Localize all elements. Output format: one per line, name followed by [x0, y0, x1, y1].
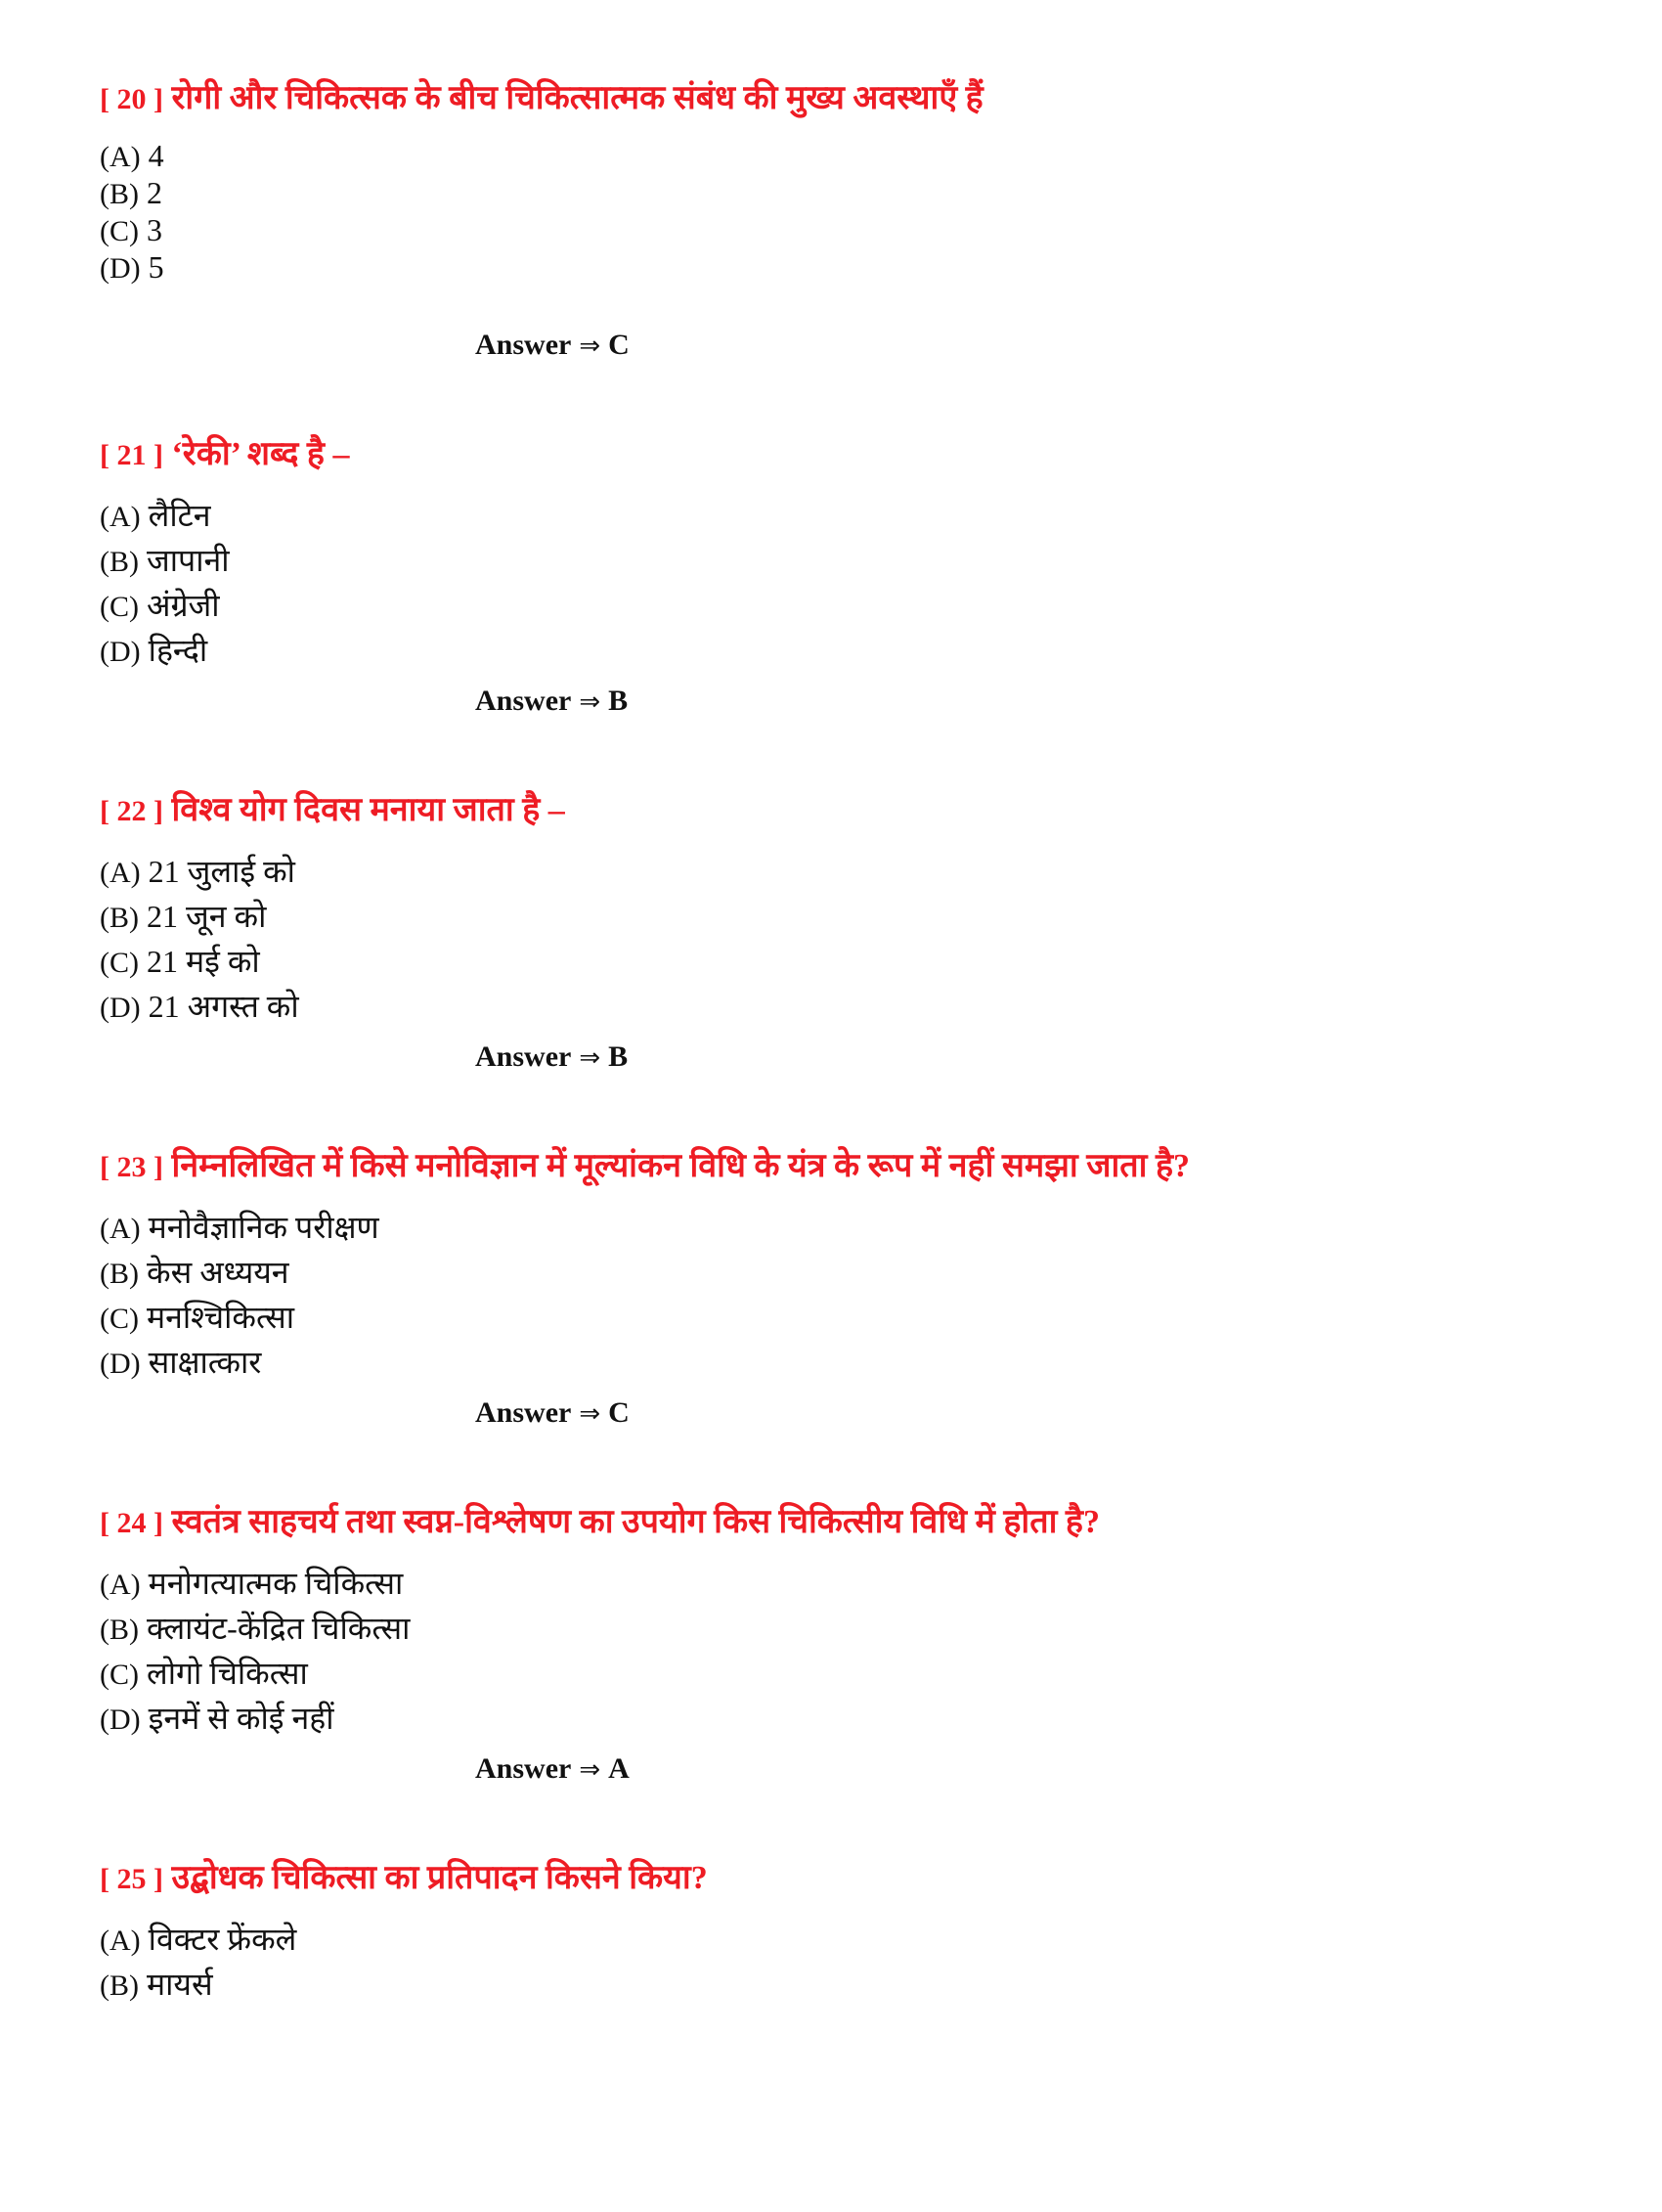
option-text: 2 — [147, 175, 162, 210]
option-text: मनोवैज्ञानिक परीक्षण — [148, 1210, 379, 1245]
option-d — [100, 249, 1566, 287]
option-letter: (B) — [100, 1969, 139, 2002]
option-letter: (D) — [100, 1703, 141, 1736]
option-d — [100, 985, 1566, 1030]
answer-line — [475, 685, 628, 718]
option-c — [100, 1652, 1566, 1697]
question-20 — [100, 76, 1566, 432]
question-number: [ 24 ] — [100, 1507, 163, 1539]
options-list — [100, 1918, 1566, 2008]
arrow-icon: ⇒ — [579, 687, 601, 717]
answer-line — [475, 329, 630, 362]
option-a — [100, 1206, 1566, 1251]
question-number: [ 21 ] — [100, 439, 163, 471]
arrow-icon: ⇒ — [579, 1043, 601, 1073]
answer-line — [475, 1040, 628, 1074]
answer-label: Answer — [475, 1040, 572, 1073]
option-d — [100, 1341, 1566, 1386]
option-letter: (A) — [100, 141, 141, 173]
answer-value: C — [608, 1396, 630, 1429]
question-title — [100, 1500, 1566, 1546]
answer-label: Answer — [475, 1396, 572, 1429]
answer-label: Answer — [475, 1752, 572, 1785]
option-text: मनोगत्यात्मक चिकित्सा — [148, 1566, 404, 1601]
question-text: निम्नलिखित में किसे मनोविज्ञान में मूल्यांकन विधि के यंत्र के रूप में नहीं समझा जाता है? — [171, 1148, 1191, 1184]
question-text: ‘रेकी’ शब्द है – — [171, 436, 350, 472]
answer-label: Answer — [475, 329, 572, 361]
question-page — [100, 76, 1566, 2212]
question-23 — [100, 1144, 1566, 1500]
option-letter: (A) — [100, 857, 141, 889]
question-text: उद्बोधक चिकित्सा का प्रतिपादन किसने किया? — [171, 1860, 708, 1896]
question-22 — [100, 788, 1566, 1144]
option-c — [100, 1296, 1566, 1341]
option-letter: (D) — [100, 992, 141, 1024]
option-text: इनमें से कोई नहीं — [148, 1701, 334, 1736]
options-list — [100, 138, 1566, 287]
option-text: क्लायंट-केंद्रित चिकित्सा — [147, 1611, 411, 1646]
option-b — [100, 1963, 1566, 2008]
options-list — [100, 850, 1566, 1030]
options-list — [100, 1562, 1566, 1742]
option-c — [100, 212, 1566, 249]
question-number: [ 22 ] — [100, 795, 163, 827]
option-text: हिन्दी — [148, 633, 208, 668]
answer-value: B — [608, 1040, 629, 1073]
option-text: 4 — [148, 138, 164, 173]
option-c — [100, 584, 1566, 629]
option-b — [100, 539, 1566, 584]
answer-value: A — [608, 1752, 630, 1785]
option-letter: (B) — [100, 1614, 139, 1646]
option-letter: (D) — [100, 636, 141, 668]
option-letter: (A) — [100, 1569, 141, 1601]
option-text: मायर्स — [147, 1967, 213, 2002]
option-letter: (C) — [100, 1659, 139, 1691]
option-letter: (C) — [100, 1303, 139, 1335]
option-text: 21 अगस्त को — [148, 989, 299, 1024]
question-number: [ 23 ] — [100, 1151, 163, 1183]
option-a — [100, 1918, 1566, 1963]
option-a — [100, 850, 1566, 895]
option-text: अंग्रेजी — [147, 588, 220, 623]
option-letter: (A) — [100, 1213, 141, 1245]
option-a — [100, 494, 1566, 539]
answer-label: Answer — [475, 685, 572, 717]
option-text: 21 जून को — [147, 899, 267, 934]
option-letter: (D) — [100, 1348, 141, 1380]
options-list — [100, 494, 1566, 674]
question-title — [100, 1856, 1566, 1902]
option-text: विक्टर फ्रेंकले — [148, 1922, 297, 1957]
question-title — [100, 76, 1566, 122]
option-letter: (C) — [100, 591, 139, 623]
option-b — [100, 175, 1566, 212]
option-b — [100, 1607, 1566, 1652]
option-a — [100, 1562, 1566, 1607]
arrow-icon: ⇒ — [579, 332, 601, 361]
question-text: स्वतंत्र साहचर्य तथा स्वप्न-विश्लेषण का उपयोग किस चिकित्सीय विधि में होता है? — [171, 1504, 1100, 1540]
question-number: [ 25 ] — [100, 1863, 163, 1895]
option-b — [100, 1251, 1566, 1296]
option-text: साक्षात्कार — [148, 1345, 262, 1380]
option-letter: (D) — [100, 252, 141, 285]
question-text: विश्व योग दिवस मनाया जाता है – — [171, 792, 565, 828]
option-letter: (A) — [100, 501, 141, 533]
question-number: [ 20 ] — [100, 83, 163, 115]
option-text: जापानी — [147, 543, 230, 578]
option-letter: (B) — [100, 902, 139, 934]
option-d — [100, 629, 1566, 674]
answer-value: C — [608, 329, 630, 361]
question-24 — [100, 1500, 1566, 1856]
option-text: लैटिन — [148, 498, 211, 533]
answer-value: B — [608, 685, 629, 717]
option-text: 21 मई को — [147, 944, 260, 979]
answer-line — [475, 1396, 630, 1430]
option-text: 5 — [148, 249, 164, 285]
question-title — [100, 1144, 1566, 1190]
arrow-icon: ⇒ — [579, 1399, 601, 1429]
option-text: केस अध्ययन — [147, 1255, 289, 1290]
option-letter: (B) — [100, 178, 139, 210]
arrow-icon: ⇒ — [579, 1755, 601, 1785]
option-letter: (C) — [100, 947, 139, 979]
question-title — [100, 432, 1566, 478]
question-text: रोगी और चिकित्सक के बीच चिकित्सात्मक संबंध की मुख्य अवस्थाएँ हैं — [171, 80, 984, 116]
answer-line — [475, 1752, 630, 1786]
option-letter: (B) — [100, 1258, 139, 1290]
option-text: मनश्चिकित्सा — [147, 1300, 295, 1335]
question-title — [100, 788, 1566, 834]
option-letter: (C) — [100, 215, 139, 247]
question-21 — [100, 432, 1566, 788]
option-text: लोगो चिकित्सा — [147, 1656, 308, 1691]
options-list — [100, 1206, 1566, 1386]
option-d — [100, 1697, 1566, 1742]
option-text: 21 जुलाई को — [148, 854, 295, 889]
option-b — [100, 895, 1566, 940]
option-c — [100, 940, 1566, 985]
option-text: 3 — [147, 212, 162, 247]
option-a — [100, 138, 1566, 175]
option-letter: (A) — [100, 1924, 141, 1957]
option-letter: (B) — [100, 546, 139, 578]
question-25 — [100, 1856, 1566, 2212]
